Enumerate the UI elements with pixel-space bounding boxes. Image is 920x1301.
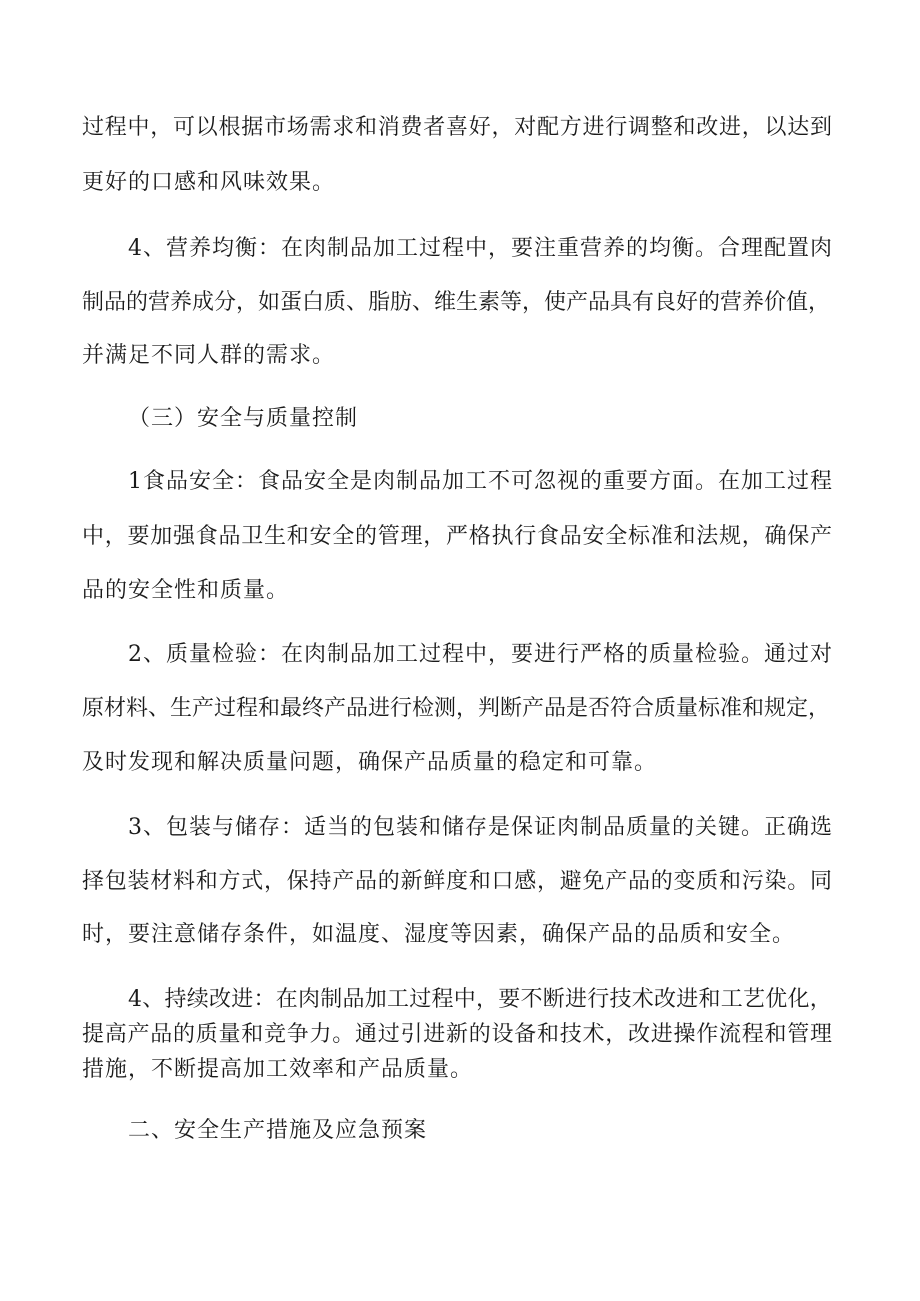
paragraph-line: 时，要注意储存条件，如温度、湿度等因素，确保产品的品质和安全。 [82, 922, 796, 947]
paragraph-line: 3、包装与储存：适当的包装和储存是保证肉制品质量的关键。正确选 [128, 815, 833, 840]
paragraph-line: 4、营养均衡：在肉制品加工过程中，要注重营养的均衡。合理配置肉 [128, 236, 833, 261]
section-heading: （三）安全与质量控制 [128, 406, 359, 431]
section-heading: 二、安全生产措施及应急预案 [128, 1118, 428, 1143]
paragraph-line: 措施，不断提高加工效率和产品质量。 [82, 1057, 474, 1082]
paragraph-line: 原材料、生产过程和最终产品进行检测，判断产品是否符合质量标准和规定， [82, 696, 831, 721]
paragraph-line: 及时发现和解决质量问题，确保产品质量的稳定和可靠。 [82, 750, 658, 775]
paragraph-line: 2、质量检验：在肉制品加工过程中，要进行严格的质量检验。通过对 [128, 642, 833, 667]
paragraph-line: 过程中，可以根据市场需求和消费者喜好，对配方进行调整和改进，以达到 [82, 115, 833, 140]
paragraph-line: 提高产品的质量和竞争力。通过引进新的设备和技术，改进操作流程和管理 [82, 1022, 833, 1047]
paragraph-line: 中，要加强食品卫生和安全的管理，严格执行食品安全标准和法规，确保产 [82, 524, 833, 549]
paragraph-line: 4、持续改进：在肉制品加工过程中，要不断进行技术改进和工艺优化， [128, 987, 832, 1012]
paragraph-line: 择包装材料和方式，保持产品的新鲜度和口感，避免产品的变质和污染。同 [82, 869, 833, 894]
paragraph-line: 制品的营养成分，如蛋白质、脂肪、维生素等，使产品具有良好的营养价值， [82, 290, 831, 315]
paragraph-line: 更好的口感和风味效果。 [82, 170, 336, 195]
paragraph-line: 1食品安全：食品安全是肉制品加工不可忽视的重要方面。在加工过程 [128, 469, 833, 494]
paragraph-line: 并满足不同人群的需求。 [82, 343, 336, 368]
paragraph-line: 品的安全性和质量。 [82, 578, 290, 603]
